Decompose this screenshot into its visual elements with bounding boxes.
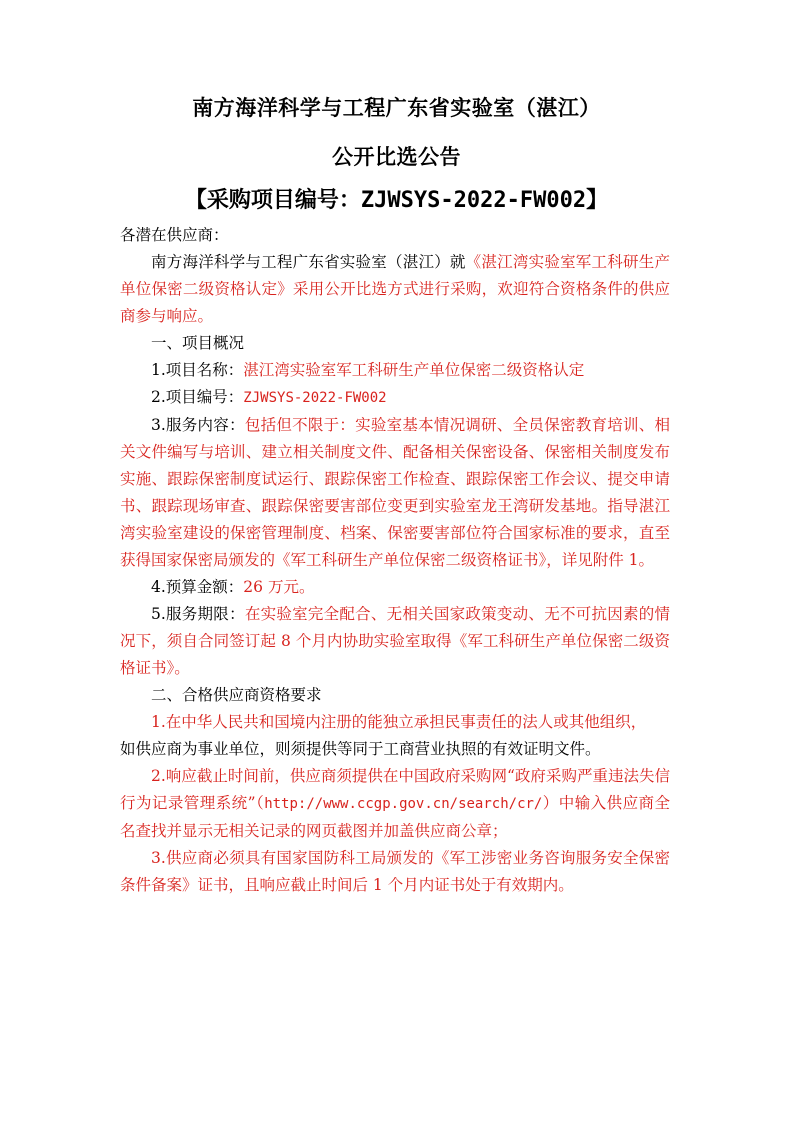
intro-text: 南方海洋科学与工程广东省实验室（湛江）就 bbox=[151, 253, 466, 271]
item2-label: 2.项目编号： bbox=[151, 388, 244, 406]
item-budget bbox=[120, 574, 670, 601]
item5-label: 5.服务期限： bbox=[151, 605, 245, 623]
item-project-name bbox=[120, 357, 670, 384]
section1-heading: 一、项目概况 bbox=[151, 334, 245, 352]
item3-label: 3.服务内容： bbox=[151, 416, 245, 434]
req2-url: http://www.ccgp.gov.cn/search/cr/ bbox=[264, 796, 543, 812]
item2-value: ZJWSYS-2022-FW002 bbox=[243, 390, 387, 406]
greeting: 各潜在供应商： bbox=[120, 226, 229, 244]
req1-text: 1.在中华人民共和国境内注册的能独立承担民事责任的法人或其他组织， bbox=[151, 713, 647, 731]
title-project-code bbox=[0, 183, 793, 214]
requirement-1-cont: 如供应商为事业单位，则须提供等同于工商营业执照的有效证明文件。 bbox=[120, 740, 601, 758]
item1-label: 1.项目名称： bbox=[151, 361, 244, 379]
title-announcement: 公开比选公告 bbox=[332, 144, 461, 169]
item4-value: 26 万元。 bbox=[243, 578, 315, 596]
intro-project: 《湛江湾实验室军工科研生产单位保密二级资格认定》采用公开比选方式进行采购，欢迎符合资格条件的供应商参与响应。 bbox=[120, 253, 670, 325]
item3-value: 包括但不限于：实验室基本情况调研、全员保密教育培训、相关文件编写与培训、建立相关制度文件、配备相关保密设备、保密相关制度发布实施、跟踪保密制度试运行、跟踪保密工作检查、跟踪保密工作会议、提交申请书、跟踪现场审查、跟踪保密要害部位变更到实验室龙王湾研发基地。指导湛江湾实验室建设的保密管理制度、档案、保密要害部位符合国家标准的要求，直至获得国家保密局颁发的《军工科研生产单位保密二级资格证书》，详见附件 1。 bbox=[120, 416, 670, 569]
requirement-1 bbox=[120, 709, 670, 736]
title-institution: 南方海洋科学与工程广东省实验室（湛江） bbox=[192, 95, 601, 120]
item-service-content bbox=[120, 412, 670, 574]
item4-label: 4.预算金额： bbox=[151, 578, 244, 596]
code-prefix: 【采购项目编号： bbox=[184, 187, 361, 213]
code-suffix: 】 bbox=[586, 187, 609, 213]
req2-text-a: 2.响应截止时间前，供应商须提供在中国政府采购网“政府采购严重违法失信行为记录管理系统”（ bbox=[120, 767, 670, 812]
item-service-period bbox=[120, 601, 670, 682]
req2-text-b: ）中输入供应商全名查找并显示无相关记录的网页截图并加盖供应商公章； bbox=[120, 794, 670, 840]
announcement-body bbox=[120, 222, 670, 899]
intro-paragraph bbox=[120, 249, 670, 330]
code-value: ZJWSYS-2022-FW002 bbox=[360, 188, 587, 213]
item-project-code bbox=[120, 384, 670, 412]
requirement-3: 3.供应商必须具有国家国防科工局颁发的《军工涉密业务咨询服务安全保密条件备案》证书，且响应截止时间后 1 个月内证书处于有效期内。 bbox=[120, 849, 670, 894]
item1-value: 湛江湾实验室军工科研生产单位保密二级资格认定 bbox=[243, 361, 585, 379]
section2-heading: 二、合格供应商资格要求 bbox=[151, 686, 322, 704]
requirement-2 bbox=[120, 763, 670, 845]
item5-value: 在实验室完全配合、无相关国家政策变动、无不可抗因素的情况下，须自合同签订起 8 个月内协助实验室取得《军工科研生产单位保密二级资格证书》。 bbox=[120, 605, 670, 677]
